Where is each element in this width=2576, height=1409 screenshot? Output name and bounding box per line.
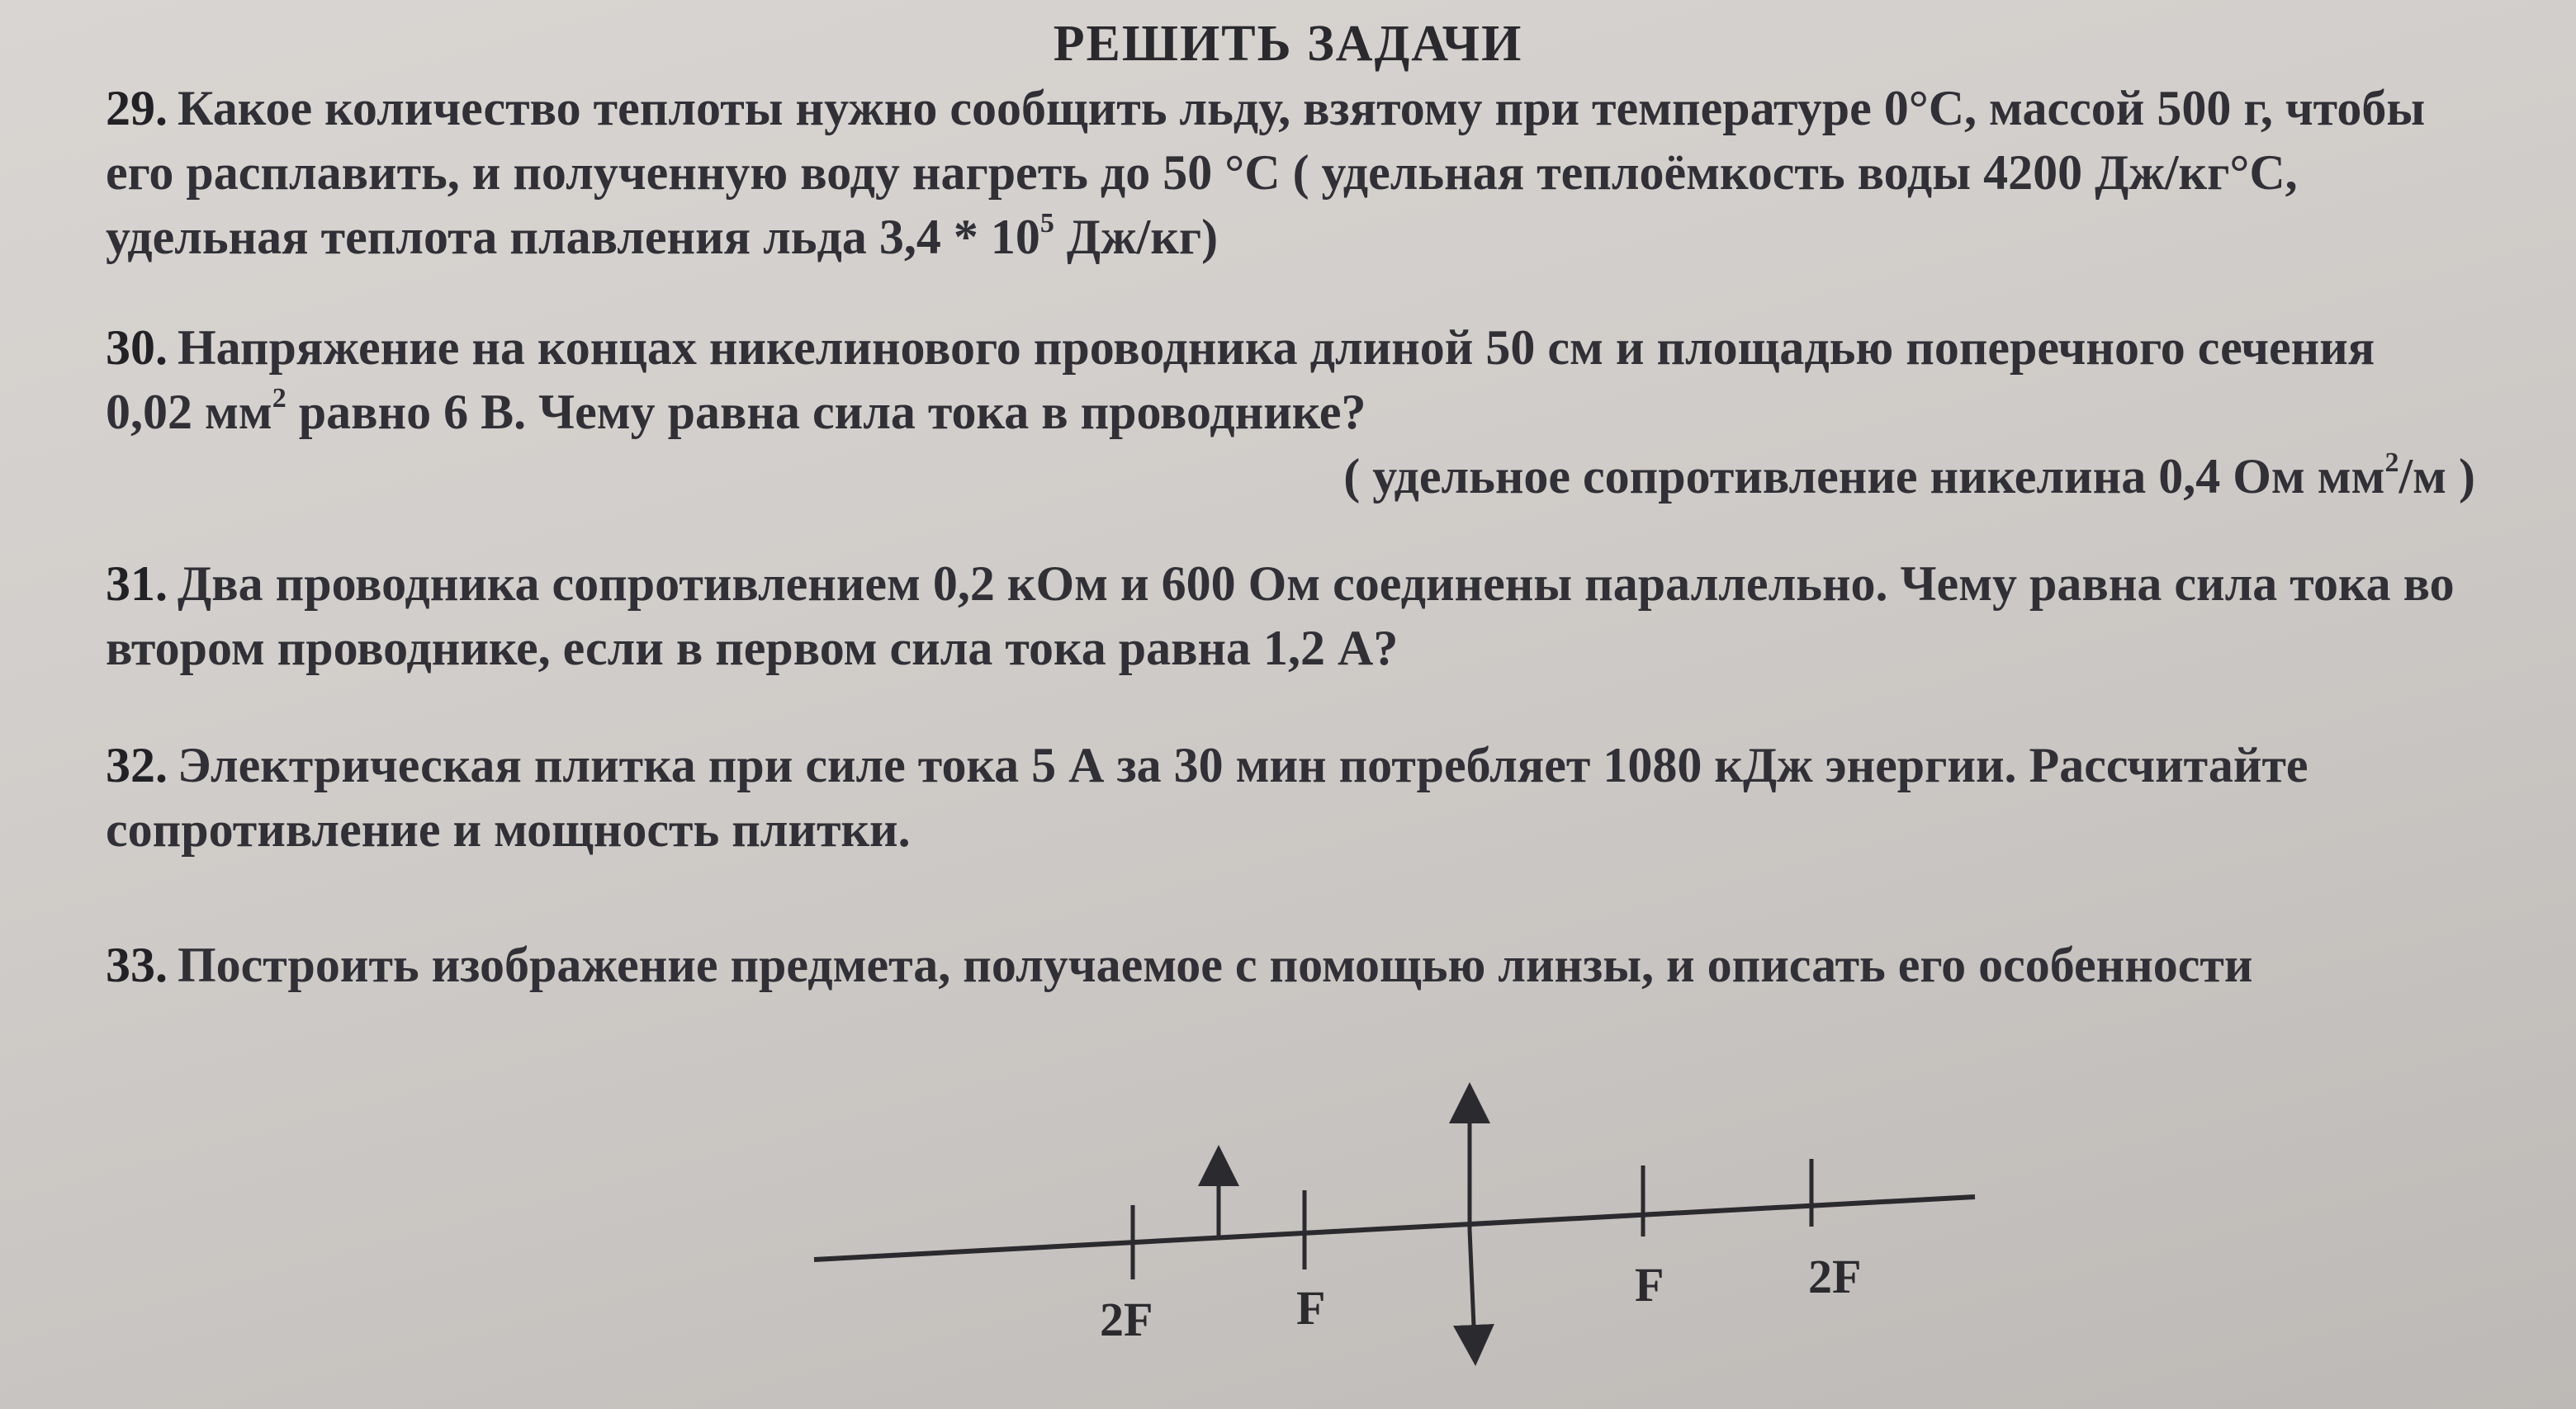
worksheet-title: РЕШИТЬ ЗАДАЧИ [1053, 16, 1523, 72]
problem-text: Дж/кг) [1054, 210, 1219, 264]
label-f-left: F [1296, 1281, 1326, 1335]
lens-diagram [809, 1073, 1982, 1370]
exponent: 5 [1039, 208, 1054, 239]
problem-30 [106, 315, 2500, 508]
problem-text: Какое количество теплоты нужно сообщить льду, взятому при температуре 0°С, массой 500 г, чтобы [178, 81, 2426, 135]
problem-text: Построить изображение предмета, получаемое с помощью линзы, и описать его особенности [178, 938, 2253, 992]
label-2f-right: 2F [1808, 1250, 1862, 1303]
problem-29-line-2: его расплавить, и полученную воду нагреть до 50 °С ( удельная теплоёмкость воды 4200 Дж/кг°С, [106, 145, 2298, 200]
problem-32 [106, 733, 2500, 862]
problem-text: /м ) [2398, 449, 2475, 504]
label-f-right: F [1635, 1258, 1664, 1312]
problem-31-line-2: втором проводнике, если в первом сила тока равна 1,2 А? [106, 621, 1399, 675]
label-2f-left: 2F [1100, 1293, 1153, 1346]
problem-number: 33. [106, 938, 168, 992]
lens-lower [1470, 1230, 1475, 1345]
problem-number: 32. [106, 738, 168, 792]
problem-32-line-2: сопротивление и мощность плитки. [106, 802, 911, 857]
problem-text: Электрическая плитка при силе тока 5 А за 30 мин потребляет 1080 кДж энергии. Рассчитайте [178, 738, 2308, 792]
problem-33-line-1 [106, 933, 2500, 997]
problem-text: ( удельное сопротивление никелина 0,4 Ом мм [1343, 449, 2385, 504]
problem-31 [106, 551, 2500, 680]
problem-29-line-3 [106, 205, 2500, 269]
optical-axis [814, 1197, 1975, 1260]
problem-text: 0,02 мм [106, 385, 272, 439]
problem-32-line-1 [106, 733, 2500, 797]
problem-30-line-1 [106, 315, 2500, 380]
problem-number: 29. [106, 81, 168, 135]
problem-29 [106, 76, 2500, 269]
problem-text: удельная теплота плавления льда 3,4 * 10 [106, 210, 1040, 264]
problem-number: 31. [106, 556, 168, 611]
exponent: 2 [272, 383, 286, 414]
problem-30-line-2 [106, 380, 2500, 444]
exponent: 2 [2384, 447, 2399, 478]
problem-number: 30. [106, 320, 168, 375]
problem-text: равно 6 В. Чему равна сила тока в проводнике? [286, 385, 1366, 439]
lens-diagram-svg [809, 1073, 1982, 1370]
problem-29-line-1 [106, 76, 2500, 140]
problem-text: Два проводника сопротивлением 0,2 кОм и 600 Ом соединены параллельно. Чему равна сила тока во [178, 556, 2455, 611]
problem-31-line-1 [106, 551, 2500, 616]
problem-33 [106, 933, 2500, 997]
problem-text: Напряжение на концах никелинового проводника длиной 50 см и площадью поперечного сечения [178, 320, 2375, 375]
problem-30-note [106, 444, 2500, 508]
